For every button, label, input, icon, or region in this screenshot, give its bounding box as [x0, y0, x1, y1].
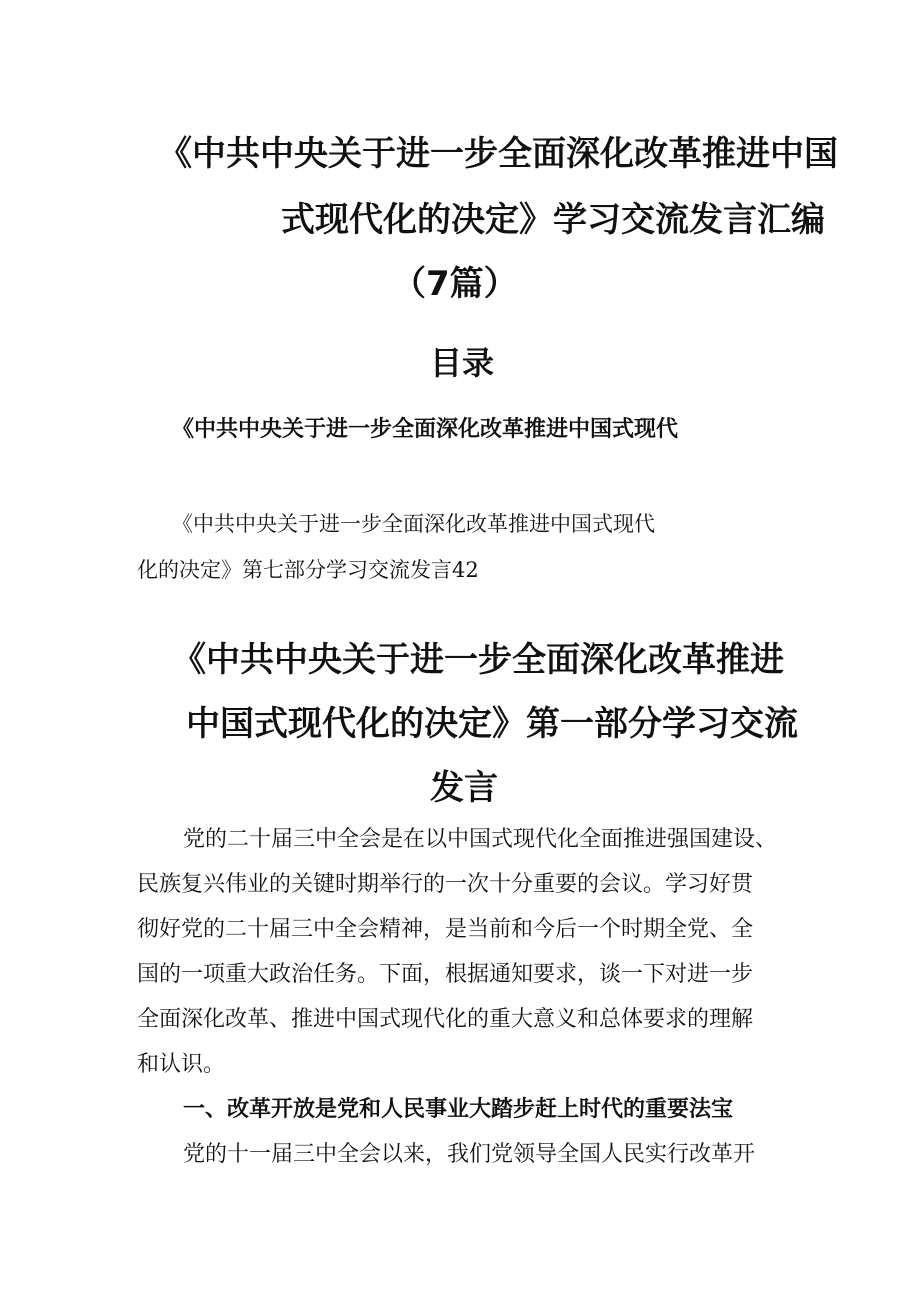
- paragraph-1-line-6: 和认识。: [137, 1052, 226, 1077]
- subheading-1: 一、改革开放是党和人民事业大踏步赶上时代的重要法宝: [183, 1097, 734, 1122]
- document-title-line-1: 《中共中央关于进一步全面深化改革推进中国: [158, 134, 838, 174]
- toc-entry-2-line-2[interactable]: 化的决定》第七部分学习交流发言42: [137, 558, 479, 582]
- toc-entry-2-line-1[interactable]: 《中共中央关于进一步全面深化改革推进中国式现代: [172, 512, 655, 536]
- paragraph-1-line-2: 民族复兴伟业的关键时期举行的一次十分重要的会议。学习好贯: [137, 872, 754, 897]
- paragraph-1-line-4: 国的一项重大政治任务。下面，根据通知要求，谈一下对进一步: [137, 962, 754, 987]
- section-title-line-2: 中国式现代化的决定》第一部分学习交流: [186, 704, 798, 744]
- section-title-line-3: 发言: [430, 768, 498, 808]
- paragraph-2-line-1: 党的十一届三中全会以来，我们党领导全国人民实行改革开: [183, 1142, 756, 1167]
- toc-heading: 目录: [430, 344, 495, 382]
- document-title-line-2: 式现代化的决定》学习交流发言汇编: [281, 200, 825, 240]
- document-title-line-3: （7篇）: [392, 264, 518, 304]
- paragraph-1-line-1: 党的二十届三中全会是在以中国式现代化全面推进强国建设、: [183, 827, 778, 852]
- section-title-line-1: 《中共中央关于进一步全面深化改革推进: [172, 640, 784, 680]
- paragraph-1-line-3: 彻好党的二十届三中全会精神，是当前和今后一个时期全党、全: [137, 917, 754, 942]
- paragraph-1-line-5: 全面深化改革、推进中国式现代化的重大意义和总体要求的理解: [137, 1007, 754, 1032]
- toc-entry-1[interactable]: 《中共中央关于进一步全面深化改革推进中国式现代: [172, 417, 679, 442]
